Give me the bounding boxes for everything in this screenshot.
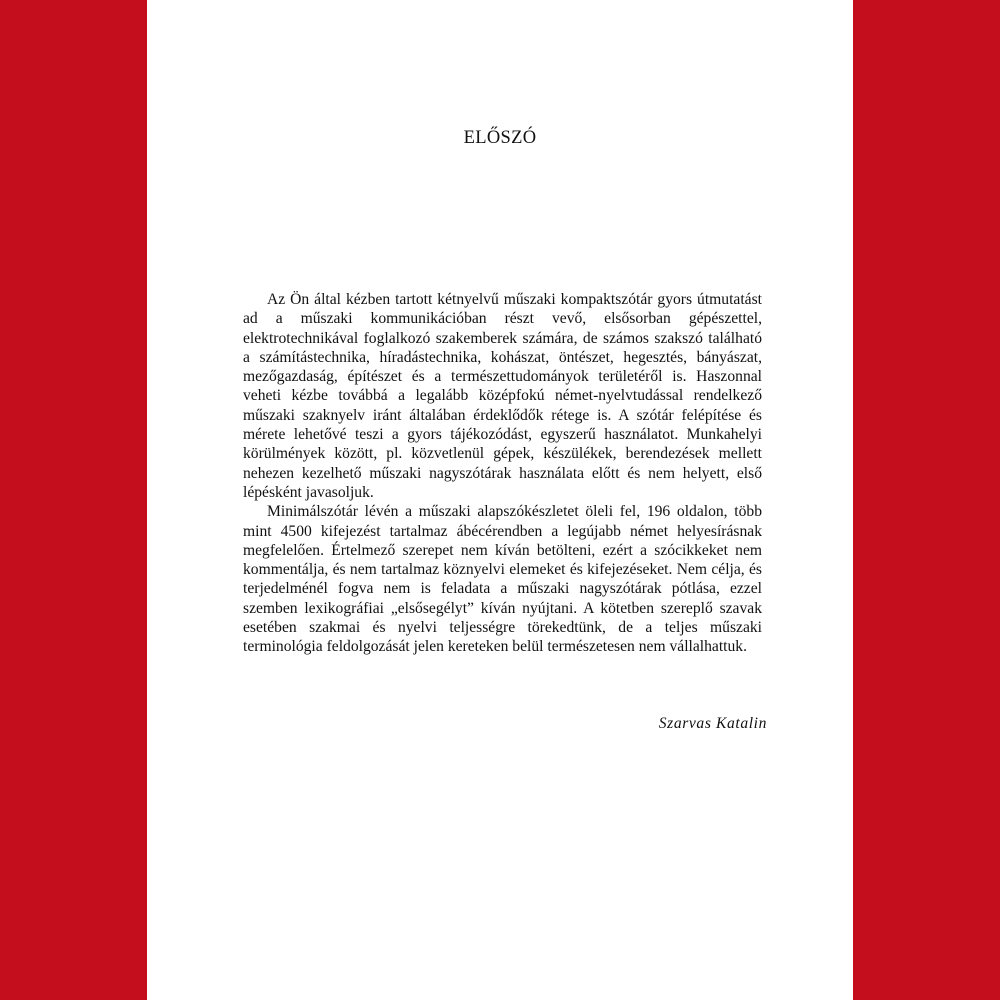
author-signature: Szarvas Katalin (658, 715, 767, 732)
body-text (243, 290, 762, 657)
page (147, 0, 853, 1000)
paragraph-2: Minimálszótár lévén a műszaki alapszókészletet öleli fel, 196 oldalon, több mint 4500 kifejezést tartalmaz ábécérendben a legújabb német helyesírásnak megfelelően. Értelmező szerepet nem kíván betölteni, ezért a szócikkeket nem kommentálja, és nem tartalmaz köznyelvi elemeket és kifejezéseket. Nem célja, és terjedelménél fogva nem is feladata a műszaki nagyszótárak pótlása, ezzel szemben lexikográfiai „elsősegélyt” kíván nyújtani. A kötetben szereplő szavak esetében szakmai és nyelvi teljességre törekedtünk, de a teljes műszaki terminológia feldolgozását jelen kereteken belül természetesen nem vállalhattuk. (243, 503, 762, 656)
page-title: ELŐSZÓ (463, 128, 537, 148)
paragraph-1: Az Ön által kézben tartott kétnyelvű műszaki kompaktszótár gyors útmutatást ad a műszaki kommunikációban részt vevő, elsősorban gépészettel, elektrotechnikával foglalkozó szakemberek számára, de számos szakszó található a számítástechnika, híradástechnika, kohászat, öntészet, hegesztés, bányászat, mezőgazdaság, építészet és a természettudományok területéről is. Haszonnal veheti kézbe továbbá a legalább középfokú német-nyelvtudással rendelkező műszaki szaknyelv iránt általában érdeklődők rétege is. A szótár felépítése és mérete lehetővé teszi a gyors tájékozódást, egyszerű használatot. Munkahelyi körülmények között, pl. közvetlenül gépek, készülékek, berendezések mellett nehezen kezelhető műszaki nagyszótárak használata előtt és nem helyett, első lépésként javasoljuk. (243, 291, 762, 501)
